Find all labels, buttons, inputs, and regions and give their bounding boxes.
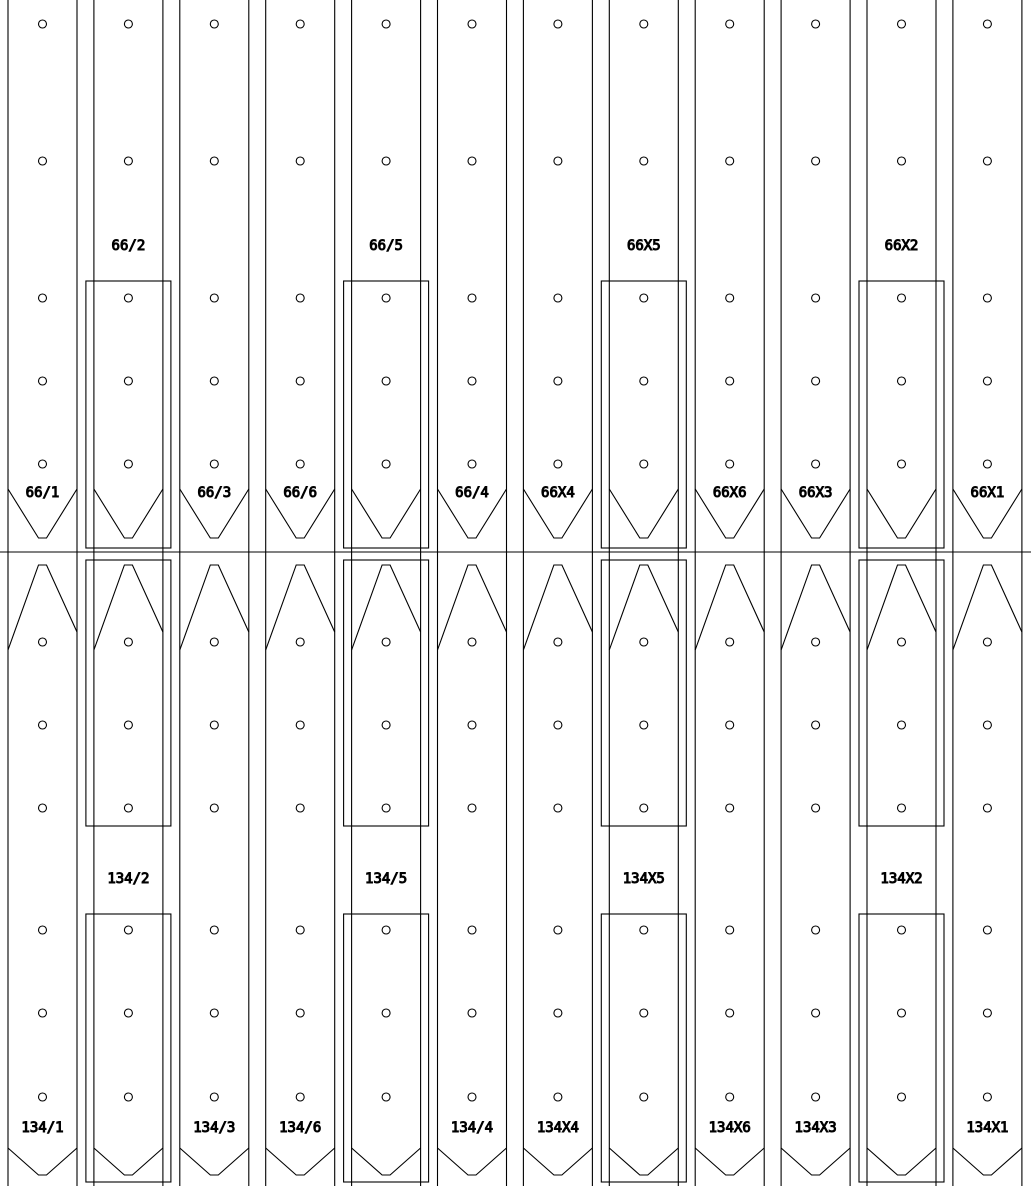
strip-6 xyxy=(438,0,507,1186)
lower-strip-label: 134X4 xyxy=(536,1120,579,1136)
bottom-strip-tip xyxy=(94,1148,163,1175)
strip-7 xyxy=(523,0,592,1186)
upper-hole-3 xyxy=(640,294,648,302)
lower-strip-tip xyxy=(352,565,421,650)
upper-hole-2 xyxy=(640,157,648,165)
upper-plate xyxy=(344,281,429,548)
upper-hole-3 xyxy=(39,294,47,302)
upper-hole-3 xyxy=(898,294,906,302)
lower-hole-1 xyxy=(210,638,218,646)
upper-hole-1 xyxy=(124,20,132,28)
upper-hole-4 xyxy=(210,377,218,385)
lower-hole-4 xyxy=(554,926,562,934)
upper-hole-5 xyxy=(812,460,820,468)
upper-hole-4 xyxy=(382,377,390,385)
lower-hole-2 xyxy=(983,721,991,729)
upper-hole-5 xyxy=(296,460,304,468)
lower-strip-label: 134/6 xyxy=(279,1120,322,1136)
lower-hole-4 xyxy=(296,926,304,934)
lower-hole-6 xyxy=(554,1093,562,1101)
lower-hole-5 xyxy=(210,1009,218,1017)
upper-hole-2 xyxy=(296,157,304,165)
lower-strip-label: 134/4 xyxy=(450,1120,494,1136)
lower-strip-tip xyxy=(781,565,850,650)
lower-hole-6 xyxy=(39,1093,47,1101)
upper-hole-5 xyxy=(726,460,734,468)
lower-hole-1 xyxy=(640,638,648,646)
upper-strip-label: 66X3 xyxy=(798,485,833,501)
upper-hole-3 xyxy=(296,294,304,302)
lower-hole-5 xyxy=(468,1009,476,1017)
upper-hole-4 xyxy=(124,377,132,385)
lower-plate-top xyxy=(859,560,944,826)
lower-hole-6 xyxy=(640,1093,648,1101)
upper-hole-1 xyxy=(898,20,906,28)
bottom-strip-tip xyxy=(352,1148,421,1175)
lower-hole-3 xyxy=(39,804,47,812)
lower-hole-6 xyxy=(296,1093,304,1101)
lower-hole-2 xyxy=(382,721,390,729)
lower-hole-3 xyxy=(382,804,390,812)
bottom-strip-tip xyxy=(266,1148,335,1175)
upper-hole-1 xyxy=(39,20,47,28)
strip-1 xyxy=(8,0,77,1186)
lower-hole-1 xyxy=(382,638,390,646)
strip-4 xyxy=(266,0,335,1186)
upper-hole-1 xyxy=(726,20,734,28)
lower-hole-4 xyxy=(210,926,218,934)
lower-hole-4 xyxy=(898,926,906,934)
upper-strip-label: 66X1 xyxy=(970,485,1005,501)
upper-hole-5 xyxy=(124,460,132,468)
upper-strip-tip xyxy=(609,489,678,538)
lower-hole-6 xyxy=(382,1093,390,1101)
lower-hole-4 xyxy=(382,926,390,934)
upper-hole-4 xyxy=(640,377,648,385)
lower-hole-3 xyxy=(554,804,562,812)
upper-hole-5 xyxy=(382,460,390,468)
strip-9 xyxy=(695,0,764,1186)
lower-hole-5 xyxy=(983,1009,991,1017)
upper-hole-2 xyxy=(898,157,906,165)
upper-hole-4 xyxy=(812,377,820,385)
upper-hole-2 xyxy=(468,157,476,165)
upper-plate xyxy=(859,281,944,548)
upper-hole-2 xyxy=(554,157,562,165)
lower-hole-3 xyxy=(468,804,476,812)
strip-12 xyxy=(953,0,1022,1186)
lower-hole-6 xyxy=(210,1093,218,1101)
strips-layer xyxy=(8,0,1022,1186)
lower-hole-5 xyxy=(296,1009,304,1017)
lower-hole-5 xyxy=(898,1009,906,1017)
strip-11 xyxy=(859,0,944,1186)
strip-3 xyxy=(180,0,249,1186)
lower-hole-3 xyxy=(812,804,820,812)
lower-strip-label: 134/2 xyxy=(107,871,150,887)
upper-hole-3 xyxy=(554,294,562,302)
lower-strip-tip xyxy=(8,565,77,650)
lower-strip-label: 134X1 xyxy=(966,1120,1009,1136)
lower-strip-tip xyxy=(867,565,936,650)
upper-strip-label: 66/5 xyxy=(369,238,403,254)
lower-strip-label: 134/1 xyxy=(21,1120,64,1136)
lower-hole-2 xyxy=(39,721,47,729)
upper-hole-1 xyxy=(640,20,648,28)
lower-hole-1 xyxy=(554,638,562,646)
upper-hole-3 xyxy=(983,294,991,302)
upper-hole-1 xyxy=(468,20,476,28)
lower-hole-1 xyxy=(898,638,906,646)
bottom-strip-tip xyxy=(180,1148,249,1175)
bottom-strip-tip xyxy=(609,1148,678,1175)
lower-hole-4 xyxy=(468,926,476,934)
lower-hole-2 xyxy=(726,721,734,729)
lower-hole-6 xyxy=(468,1093,476,1101)
lower-hole-2 xyxy=(124,721,132,729)
lower-hole-1 xyxy=(124,638,132,646)
lower-hole-1 xyxy=(39,638,47,646)
lower-hole-6 xyxy=(898,1093,906,1101)
upper-strip-label: 66/6 xyxy=(283,485,318,501)
lower-hole-1 xyxy=(296,638,304,646)
lower-hole-5 xyxy=(124,1009,132,1017)
lower-hole-3 xyxy=(640,804,648,812)
upper-hole-3 xyxy=(468,294,476,302)
upper-hole-1 xyxy=(983,20,991,28)
lower-hole-3 xyxy=(296,804,304,812)
lower-plate-bottom xyxy=(344,914,429,1182)
lower-strip-tip xyxy=(438,565,507,650)
upper-strip-tip xyxy=(352,489,421,538)
upper-strip-label: 66/1 xyxy=(25,485,60,501)
upper-hole-3 xyxy=(210,294,218,302)
bottom-strip-tip xyxy=(523,1148,592,1175)
lower-hole-3 xyxy=(124,804,132,812)
upper-strip-label: 66X6 xyxy=(712,485,747,501)
upper-hole-2 xyxy=(726,157,734,165)
upper-plate xyxy=(86,281,171,548)
upper-hole-3 xyxy=(124,294,132,302)
lower-plate-top xyxy=(344,560,429,826)
upper-hole-2 xyxy=(210,157,218,165)
lower-strip-label: 134/3 xyxy=(193,1120,236,1136)
upper-strip-tip xyxy=(94,489,163,538)
upper-hole-4 xyxy=(726,377,734,385)
lower-hole-6 xyxy=(812,1093,820,1101)
lower-hole-5 xyxy=(554,1009,562,1017)
lower-strip-label: 134/5 xyxy=(365,871,408,887)
strip-10 xyxy=(781,0,850,1186)
lower-hole-1 xyxy=(726,638,734,646)
lower-hole-4 xyxy=(812,926,820,934)
upper-strip-label: 66/2 xyxy=(111,238,146,254)
lower-strip-label: 134X3 xyxy=(794,1120,837,1136)
lower-hole-6 xyxy=(983,1093,991,1101)
lower-hole-1 xyxy=(812,638,820,646)
lower-hole-4 xyxy=(39,926,47,934)
upper-hole-4 xyxy=(898,377,906,385)
lower-hole-2 xyxy=(640,721,648,729)
upper-hole-4 xyxy=(983,377,991,385)
lower-hole-3 xyxy=(983,804,991,812)
strip-2 xyxy=(86,0,171,1186)
lower-hole-2 xyxy=(210,721,218,729)
lower-strip-tip xyxy=(523,565,592,650)
bottom-strip-tip xyxy=(867,1148,936,1175)
upper-strip-tip xyxy=(867,489,936,538)
strip-5 xyxy=(344,0,429,1186)
lower-hole-5 xyxy=(726,1009,734,1017)
lower-hole-1 xyxy=(468,638,476,646)
upper-strip-label: 66X4 xyxy=(541,485,575,501)
bottom-strip-tip xyxy=(953,1148,1022,1175)
upper-strip-label: 66/3 xyxy=(197,485,232,501)
upper-hole-1 xyxy=(554,20,562,28)
lower-hole-2 xyxy=(468,721,476,729)
lower-hole-3 xyxy=(210,804,218,812)
upper-hole-2 xyxy=(983,157,991,165)
lower-strip-tip xyxy=(180,565,249,650)
upper-hole-5 xyxy=(468,460,476,468)
upper-hole-5 xyxy=(898,460,906,468)
upper-hole-2 xyxy=(39,157,47,165)
lower-hole-4 xyxy=(640,926,648,934)
lower-hole-4 xyxy=(983,926,991,934)
lower-plate-bottom xyxy=(859,914,944,1182)
strip-8 xyxy=(601,0,686,1186)
lower-hole-2 xyxy=(812,721,820,729)
lower-hole-3 xyxy=(898,804,906,812)
lower-hole-2 xyxy=(554,721,562,729)
lower-strip-tip xyxy=(609,565,678,650)
upper-hole-3 xyxy=(812,294,820,302)
lower-strip-tip xyxy=(266,565,335,650)
upper-hole-2 xyxy=(124,157,132,165)
lower-strip-label: 134X2 xyxy=(880,871,923,887)
lower-strip-label: 134X5 xyxy=(622,871,665,887)
lower-hole-2 xyxy=(296,721,304,729)
upper-strip-label: 66/4 xyxy=(455,485,489,501)
upper-hole-4 xyxy=(39,377,47,385)
bottom-strip-tip xyxy=(438,1148,507,1175)
lower-hole-5 xyxy=(382,1009,390,1017)
lower-hole-2 xyxy=(898,721,906,729)
upper-hole-3 xyxy=(726,294,734,302)
lower-hole-1 xyxy=(983,638,991,646)
lower-plate-bottom xyxy=(86,914,171,1182)
lower-plate-top xyxy=(601,560,686,826)
upper-plate xyxy=(601,281,686,548)
upper-hole-3 xyxy=(382,294,390,302)
upper-hole-5 xyxy=(39,460,47,468)
upper-hole-2 xyxy=(382,157,390,165)
lower-hole-5 xyxy=(812,1009,820,1017)
upper-hole-5 xyxy=(554,460,562,468)
lower-hole-4 xyxy=(726,926,734,934)
lower-hole-6 xyxy=(726,1093,734,1101)
upper-hole-4 xyxy=(296,377,304,385)
lower-hole-3 xyxy=(726,804,734,812)
lower-strip-tip xyxy=(695,565,764,650)
upper-hole-1 xyxy=(382,20,390,28)
lower-strip-label: 134X6 xyxy=(708,1120,751,1136)
bottom-strip-tip xyxy=(8,1148,77,1175)
lower-hole-5 xyxy=(640,1009,648,1017)
upper-hole-4 xyxy=(468,377,476,385)
lower-plate-bottom xyxy=(601,914,686,1182)
lower-strip-tip xyxy=(94,565,163,650)
upper-hole-2 xyxy=(812,157,820,165)
bottom-strip-tip xyxy=(781,1148,850,1175)
lower-plate-top xyxy=(86,560,171,826)
upper-strip-label: 66X5 xyxy=(626,238,661,254)
upper-hole-1 xyxy=(210,20,218,28)
upper-strip-label: 66X2 xyxy=(884,238,919,254)
upper-hole-5 xyxy=(210,460,218,468)
lower-hole-6 xyxy=(124,1093,132,1101)
upper-hole-5 xyxy=(640,460,648,468)
bottom-strip-tip xyxy=(695,1148,764,1175)
upper-hole-1 xyxy=(296,20,304,28)
upper-hole-1 xyxy=(812,20,820,28)
upper-hole-5 xyxy=(983,460,991,468)
lower-hole-4 xyxy=(124,926,132,934)
lower-strip-tip xyxy=(953,565,1022,650)
lower-hole-5 xyxy=(39,1009,47,1017)
upper-hole-4 xyxy=(554,377,562,385)
